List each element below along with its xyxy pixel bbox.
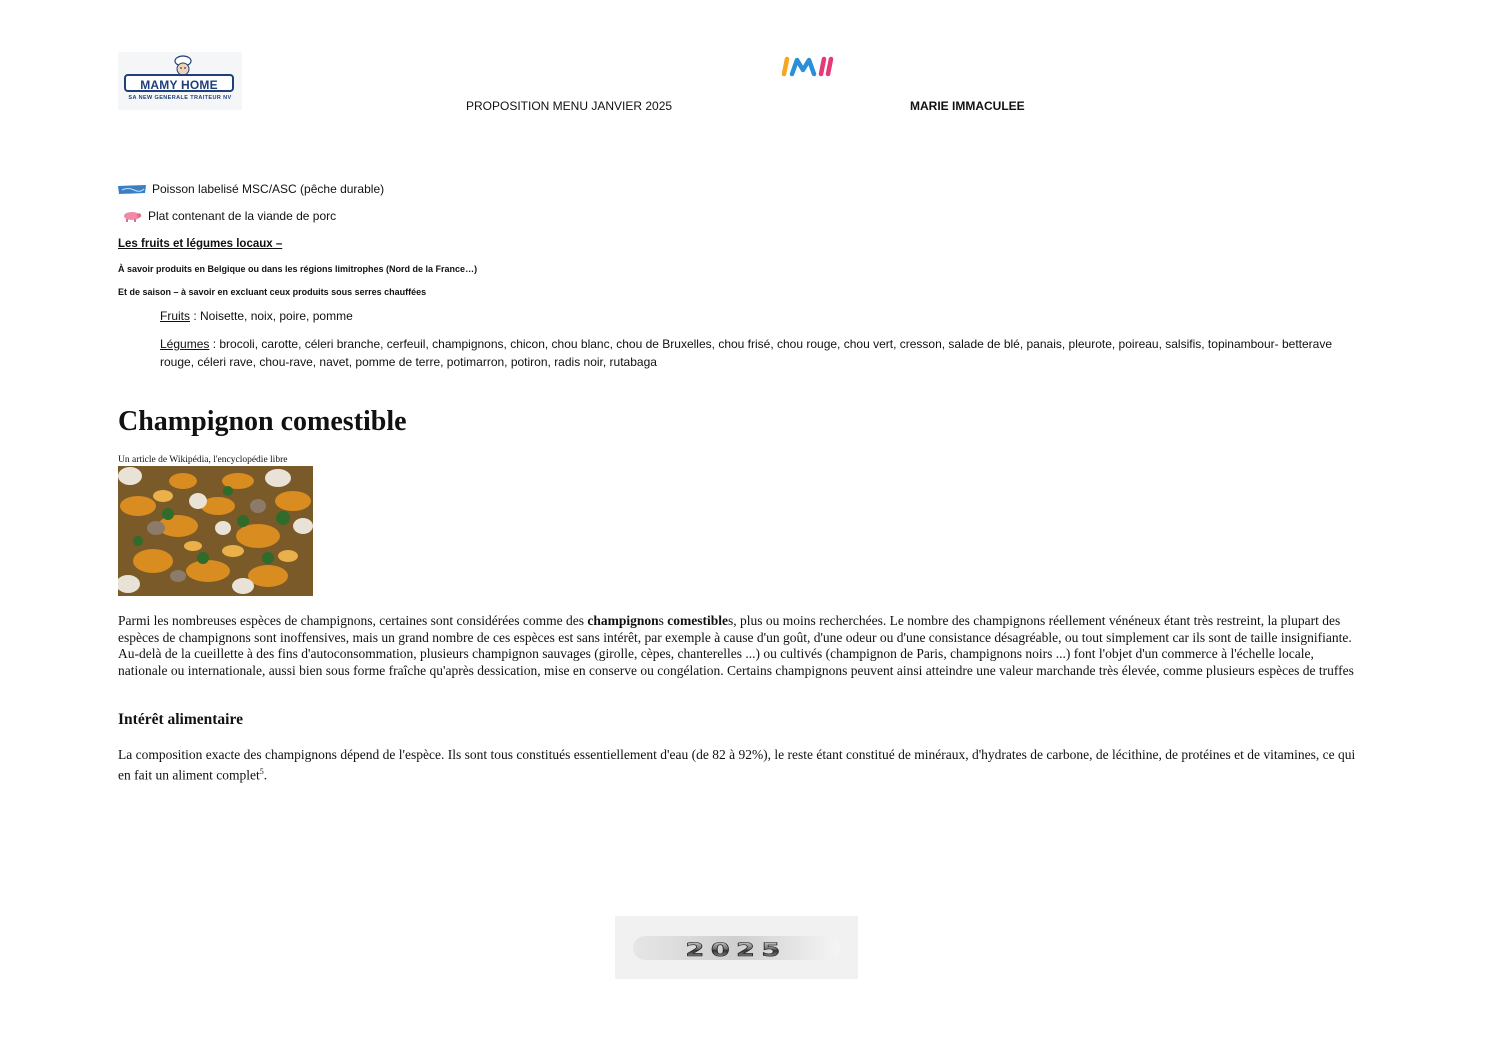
mushroom-photo-image bbox=[118, 466, 313, 596]
logo-subtitle: SA NEW GENERALE TRAITEUR NV bbox=[128, 95, 232, 101]
section-text-end: . bbox=[263, 767, 268, 782]
mushroom-photo bbox=[118, 466, 313, 596]
intro-plural-s: s bbox=[658, 613, 664, 628]
msc-fish-icon bbox=[118, 185, 146, 194]
legumes-label: Légumes bbox=[160, 337, 210, 351]
section-heading: Intérêt alimentaire bbox=[118, 711, 243, 728]
intro-text-after: s, plus ou moins recherchées. Le nombre des champignons réellement vénéneux étant très restreint, la plupart des espèces de champignons sont inoffensives, mais un grand nombre de ces espèces est sans intérêt, par exemple à cause d'un goût, d'une odeur ou d'une consistance désagréable, ou tout simplement car ils sont de taille insignifiante. Au-delà de la cueillette à des fins d'autoconsommation, plusieurs champignon sauvages (girolle, cèpes, chanterelles ...) ou cultivés (champignon de Paris, champignons noirs ...) font l'objet d'un commerce à l'échelle locale, nationale ou internationale, aussi bien sous forme fraîche qu'après dessication, mise en conserve ou congélation. Certains champignons peuvent ainsi atteindre une valeur marchande très élevée, comme plusieurs espèces de truffes bbox=[118, 613, 1354, 678]
intro-bold-a: champignon bbox=[587, 613, 659, 628]
year-badge bbox=[615, 916, 858, 979]
intro-bold-b: comestible bbox=[663, 613, 729, 628]
logo-brand-text: MAMY HOME bbox=[124, 74, 234, 92]
article-intro-paragraph bbox=[118, 613, 1358, 679]
school-name: MARIE IMMACULEE bbox=[910, 99, 1025, 113]
local-produce-note-season: Et de saison – à savoir en excluant ceux produits sous serres chauffées bbox=[118, 287, 427, 297]
legumes-value: : brocoli, carotte, céleri branche, cerfeuil, champignons, chicon, chou blanc, chou de Bruxelles, chou frisé, chou rouge, chou vert, cresson, salade de blé, panais, pleurote, poireau, salsifis, topinambour- betterave rouge, céleri rave, chou-rave, navet, pomme de terre, potimarron, potiron, radis noir, rutabaga bbox=[160, 337, 1333, 369]
local-produce-note-origin: À savoir produits en Belgique ou dans les régions limitrophes (Nord de la France…) bbox=[118, 264, 478, 274]
article-subtitle: Un article de Wikipédia, l'encyclopédie libre bbox=[118, 455, 288, 465]
footnote-ref: 5 bbox=[259, 766, 264, 776]
pig-icon bbox=[122, 211, 142, 222]
legend-fish-label: Poisson labelisé MSC/ASC (pêche durable) bbox=[152, 182, 385, 196]
article-title: Champignon comestible bbox=[118, 406, 407, 437]
section-paragraph bbox=[118, 747, 1358, 784]
legend-pork-row bbox=[122, 209, 336, 223]
section-text-body: La composition exacte des champignons dépend de l'espèce. Ils sont tous constitués essentiellement d'eau (de 82 à 92%), le reste étant constitué de minéraux, d'hydrates de carbone, de lécithine, de protéines et de vitamines, ce qui en fait un aliment complet bbox=[118, 747, 1356, 782]
year-badge-graphic bbox=[615, 916, 858, 979]
fruits-value: : Noisette, noix, poire, pomme bbox=[190, 309, 353, 323]
local-produce-title: Les fruits et légumes locaux – bbox=[118, 238, 283, 250]
imi-logo-text: IMI bbox=[781, 55, 783, 56]
legend-pork-label: Plat contenant de la viande de porc bbox=[148, 209, 337, 223]
fruits-line bbox=[160, 309, 353, 323]
year-badge-text: 2025 bbox=[685, 938, 787, 961]
legend-fish-row bbox=[118, 182, 384, 196]
imi-logo bbox=[781, 55, 837, 77]
mamy-home-logo bbox=[118, 52, 242, 110]
legumes-line bbox=[160, 335, 1360, 371]
menu-title: PROPOSITION MENU JANVIER 2025 bbox=[466, 99, 673, 113]
fruits-label: Fruits bbox=[160, 309, 190, 323]
intro-text-before: Parmi les nombreuses espèces de champignons, certaines sont considérées comme des bbox=[118, 613, 588, 628]
